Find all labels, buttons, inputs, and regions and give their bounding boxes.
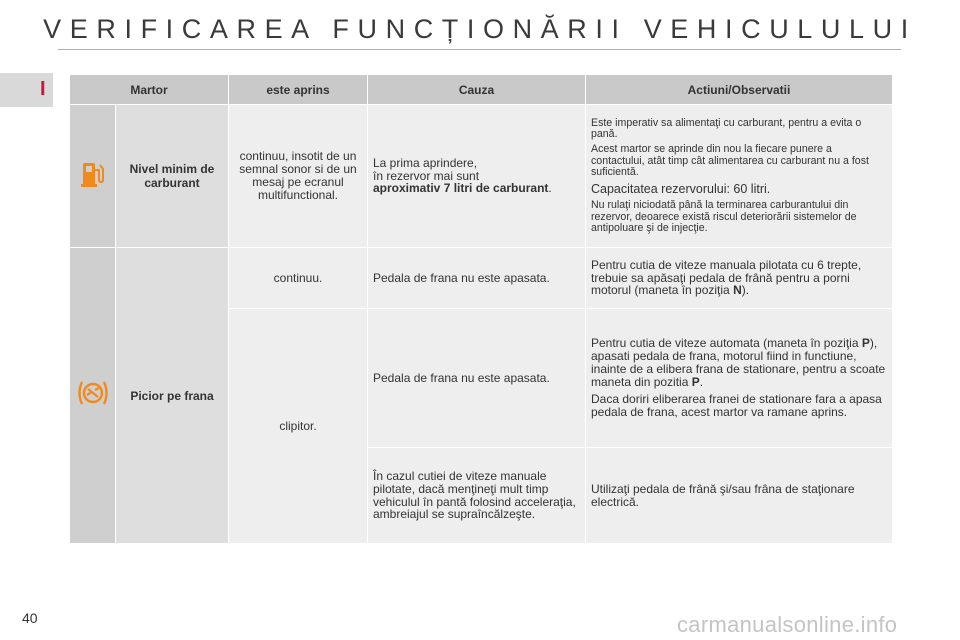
fuel-cause-text: La prima aprindere, în rezervor mai sunt aproximativ 7 litri de carburant. xyxy=(373,155,552,196)
page-number: 40 xyxy=(22,610,38,626)
foot-on-brake-icon xyxy=(75,378,111,408)
table-row-brake-continuous xyxy=(70,248,893,309)
brake-state-continuous: continuu. xyxy=(273,270,323,285)
brake-action-1: Pentru cutia de viteze manuala pilotata cu 6 trepte, trebuie sa apăsaţi pedala de frână pentru a porni motorul (maneta în poziţia N). xyxy=(591,257,862,298)
fuel-actions-text: Este imperativ sa alimentaţi cu carburant, pentru a evita o pană. Acest martor se aprinde din nou la fiecare punere a contactului, atât timp cât alimentarea cu carburant nu a fost suficientă. Capacitatea rezervorului: 60 litri. Nu rulaţi niciodată până la terminarea carburantului din rezervor, deoarece există riscul deteriorării sistemelor de antipoluare şi de injecţie. xyxy=(591,116,869,235)
title-divider xyxy=(58,49,901,50)
table-row-fuel xyxy=(70,105,893,248)
warning-lights-table xyxy=(69,74,893,544)
brake-action-2: Pentru cutia de viteze automata (maneta în poziţia P), apasati pedala de frana, motorul fiind in functiune, inainte de a elibera frana de stationare, pentru a scoate maneta din pozitia P. Daca doriri eliberarea franei de stationare fara a apasa pedala de frana, acest martor va ramane aprins. xyxy=(591,335,886,420)
fuel-icon-cell xyxy=(70,105,116,248)
brake-action-3: Utilizaţi pedala de frână şi/sau frâna de staţionare electrică. xyxy=(591,481,855,509)
brake-cause-1: Pedala de frana nu este apasata. xyxy=(373,270,550,285)
fuel-warning-name: Nivel minim de carburant xyxy=(116,105,229,248)
section-tab-label: I xyxy=(40,78,46,100)
page-title: VERIFICAREA FUNCȚIONĂRII VEHICULULUI xyxy=(43,14,917,44)
column-header-actiuni: Actiuni/Observatii xyxy=(586,75,893,105)
brake-icon-cell xyxy=(70,248,116,544)
section-tab[interactable] xyxy=(0,73,53,107)
fuel-pump-icon xyxy=(80,160,106,188)
column-header-cauza: Cauza xyxy=(368,75,586,105)
fuel-state-text: continuu, insotit de un semnal sonor si de un mesaj pe ecranul multifunctional. xyxy=(239,149,357,202)
watermark: carmanualsonline.info xyxy=(677,612,898,637)
brake-state-flashing: clipitor. xyxy=(279,418,317,433)
brake-warning-name: Picior pe frana xyxy=(116,248,229,544)
table-header-row xyxy=(70,75,893,105)
column-header-martor: Martor xyxy=(70,75,229,105)
column-header-este-aprins: este aprins xyxy=(229,75,368,105)
brake-cause-2: Pedala de frana nu este apasata. xyxy=(373,370,550,385)
brake-cause-3: În cazul cutiei de viteze manuale pilotate, dacă menţineţi mult timp vehiculul în pantă folosind acceleraţia, ambreiajul se supraîncălzeşte. xyxy=(373,468,576,522)
